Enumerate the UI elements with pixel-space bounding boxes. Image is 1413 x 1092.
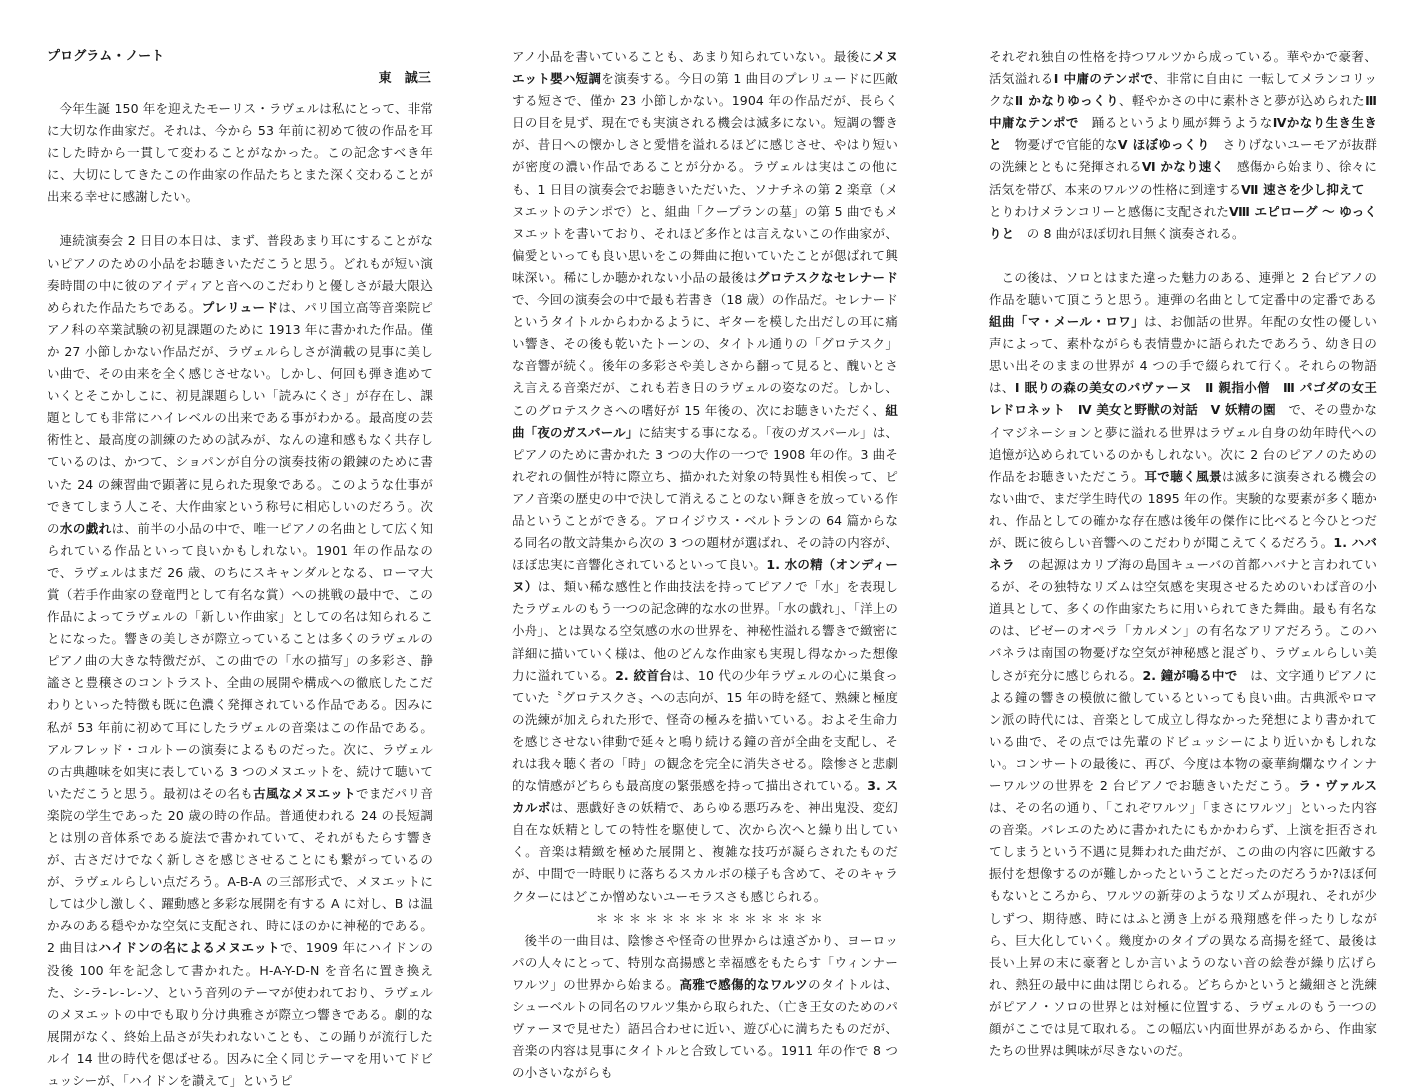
movement-7: Ⅶ 速さを少し抑えて [1241, 181, 1365, 197]
text-run: は、前半の小品の中で、唯一ピアノの名曲として広く知られている作品といって良いかもしれない。1901 年の作品なので、ラヴェルはまだ 26 歳、のちにスキャンダルとなる、ローマ大賞（若手作曲家の登竜門として有名な賞）への挑戦の最中で、この作品によってラヴェルの「新しい作曲家」としての名は知られることになった。響きの美しさが際立っていることは多くのラヴェルのピアノ曲の大きな特徴だが、この曲での「水の描写」の多彩さ、静謐さと豊穣さのコントラスト、全曲の展開や構成への徹底したこだわりといった特徴も既に色濃く発揮されている作品である。因みに私が 53 年前に初めて耳にしたラヴェルの音楽はこの作品である。アルフレッド・コルトーの演奏によるものだった。次に、ラヴェルの古典趣味を如実に表している 3 つのメヌエットを、続けて聴いていただこうと思う。最初はその名も [47, 520, 433, 801]
text-column-2 [512, 46, 898, 1084]
piece-title-serenade: グロテスクなセレナード [756, 269, 898, 285]
text-run: でまだパリ音楽院の学生であった 20 歳の時の作品。普通使われる 24 の長短調とは別の音体系である旋法で書かれていて、それがもたらす響きが、古さだけでなく新しさを感じさせることにも繋がっているのが、ラヴェルらしい点だろう。A-B-A の三部形式で、メヌエットにしては少し激しく、躍動感と多彩な展開を有する A に対し、B は温かみのある穏やかな空気に支配され、時にほのかに神秘的である。2 曲目は [47, 785, 433, 956]
paragraph-intro [47, 98, 433, 208]
text-run: で、1909 年にハイドンの没後 100 年を記念して書かれた。H-A-Y-D-N を音名に置き換えた、シ-ラ-レ-レ-ソ、という音列のテーマが使われており、ラヴェルのメヌエットの中でも取り分け典雅さが際立つ響きである。劇的な展開がなく、終始上品さが失われないことも、この踊りが流行したルイ 14 世の時代を偲ばせる。因みに全く同じテーマを用いてドビュッシーが、「ハイドンを讃えて」というピ [47, 940, 434, 1089]
text-run: は、パリ国立高等音楽院ピアノ科の卒業試験の初見課題のために 1913 年に書かれた作品。僅か 27 小節しかない作品だが、ラヴェルらしさが満載の見事に美しい曲で、その由来を全く感じさせない。しかし、何回も弾き進めていくとそこかしこに、初見課題らしい「読みにくさ」が存在し、課題としても非常にハイレベルの出来である事がわかる。最高度の芸術性と、最高度の訓練のための試みが、なんの違和感もなく共存しているのは、かつて、ショパンが自分の演奏技術の鍛錬のために書いた 24 の練習曲で顕著に見られた現象である。このような仕事ができてしまう人こそ、大作曲家という称号に相応しいのだろう。次の [47, 299, 433, 536]
paragraph-duo-pieces [989, 267, 1377, 1062]
ma-mere-movements: Ⅰ 眠りの森の美女のパヴァーヌ Ⅱ 親指小僧 Ⅲ パゴダの女王レドロネット Ⅳ 美女と野獣の対話 Ⅴ 妖精の園 [989, 380, 1378, 418]
paragraph-second-half [512, 930, 898, 1085]
text-run: に結実する事になる。「夜のガスパール」は、ピアノのために書かれた 3 つの大作の一つで 1908 年の作。3 曲それぞれの個性が特に際立ち、描かれた対象の特異性も相俟って、ピアノ音楽の歴史の中で決して消えることのない輝きを放っている作品ということができる。アロイジウス・ベルトランの 64 篇からなる同名の散文詩集から次の 3 つの題材が選ばれ、その詩の内容が、ほぼ忠実に音響化されているといって良い。 [512, 424, 898, 573]
piece-title-menuet-c-sharp: メヌエット嬰ハ短調 [512, 49, 898, 87]
text-run: は、お伽話の世界。年配の女性の優しい声によって、素朴ながらも表情豊かに語られたであろう、幼き日の思い出そのままの世界が 4 つの手で綴られて行く。それらの物語は、 [989, 314, 1377, 396]
text-run: は、その名の通り、「これぞワルツ」「まさにワルツ」といった内容の音楽。バレエのために書かれたにもかかわらず、上演を拒否されてしまうという不遇に見舞われた曲だが、この曲の内容に匹敵する振付を想像するのが難しかったということだったのだろうか?ほぼ何もないところから、ワルツの新芽のようなリズムが現れ、それが少しずつ、期待感、時にはふと湧き上がる飛翔感を伴ったりしながら、巨大化していく。幾度かのタイプの異なる高揚を経て、最後は長い上昇の末に豪奢としか言いようのない音の絵巻が繰り広げられ、熱狂の最中に曲は閉じられる。どちらかというと繊細さと洗練がピアノ・ソロの世界とは対極に位置する、ラヴェルのもう一つの顔がここでは見て取れる。この幅広い内面世界があるから、作曲家たちの世界は興味が尽きないのだ。 [989, 800, 1377, 1059]
text-run: さりげないユーモアが抜群の洗練とともに発揮される [989, 137, 1378, 175]
movement-2: Ⅱ かなりゆっくり [1014, 93, 1119, 109]
movement-1: Ⅰ 中庸のテンポで [1053, 71, 1154, 87]
piece-title-entre-cloches: 2. 鐘が鳴る中で [1142, 667, 1238, 683]
piece-title-sites-auriculaires: 耳で聴く風景 [1144, 468, 1223, 484]
text-run: 、軽やかさの中に素朴さと夢が込められた [1118, 93, 1366, 109]
paragraph-valses-movements [989, 46, 1377, 245]
piece-title-gaspard: 組曲「夜のガスパール」 [512, 402, 898, 440]
movement-6: Ⅵ かなり速く [1141, 159, 1225, 175]
page-title: プログラム・ノート [47, 49, 165, 64]
piece-title-ondine: 1. 水の精（オンディーヌ） [512, 557, 898, 595]
text-run: の起源はカリブ海の島国キューバの首都ハバナと言われているが、その独特なリズムは空気感を実現させるためのいわば音の小道具として、多くの作曲家たちに用いられてきた舞曲。最も有名なのは、ビゼーのオペラ「カルメン」の有名なアリアだろう。このハバネラは南国の物憂げな空気が神秘感と混ざり、ラヴェルらしい美しさが充分に感じられる。 [989, 557, 1377, 683]
movement-5: Ⅴ ほぼゆっくり [1117, 137, 1210, 153]
movement-4: Ⅳかなり生き生きと [989, 115, 1377, 153]
text-column-3 [989, 46, 1377, 1062]
piece-title-menuet-antique: 古風なメヌエット [253, 785, 356, 801]
paragraph-first-half-continued [512, 46, 898, 908]
text-run: は滅多に演奏される機会のない曲で、まだ学生時代の 1895 年の作。実験的な要素が多く聴かれ、作品としての確かな存在感は後年の傑作に比べると今ひとつだが、既に彼らしい音響へのこだわりが聞こえてくるだろう。 [989, 468, 1378, 550]
text-run: で、その豊かなイマジネーションと夢に溢れる世界はラヴェル自身の幼年時代への追憶が込められているのかもしれない。次に 2 台のピアノのための作品をお聴きいただこう。 [989, 402, 1377, 484]
text-run: は、文字通りピアノによる鐘の響きの模倣に徹しているといっても良い曲。古典派やロマン派の時代には、音楽として成立し得なかった発想により書かれている曲で、その点では先輩のドビュッシーにより近いかもしれない。コンサートの最後に、再び、今度は本物の豪華絢爛なウインナーワルツの世界を 2 台ピアノでお聴きいただこう。 [989, 667, 1378, 793]
piece-title-habanera: 1. ハバネラ [989, 534, 1377, 573]
text-run: は、悪戯好きの妖精で、あらゆる悪巧みを、神出鬼没、変幻自在な妖精としての特性を駆使して、次から次へと繰り出していく。音楽は精緻を極めた展開と、複雑な技巧が凝らされたものだが、中間で一時眠りに落ちるスカルボの様子も含めて、そのキャラクターにはどこか憎めないユーモラスさも感じられる。 [512, 800, 898, 904]
text-column-1 [47, 46, 433, 1092]
section-divider: ＊＊＊＊＊＊＊＊＊＊＊＊＊＊ [595, 910, 827, 926]
piece-title-valses-nobles: 高雅で感傷的なワルツ [679, 976, 809, 992]
movement-8: Ⅷ エピローグ ～ ゆっくりと [989, 203, 1378, 241]
text-run: の 8 曲がほぼ切れ目無く演奏される。 [1014, 225, 1245, 241]
paragraph-first-half [47, 230, 433, 1092]
piece-title-prelude: プレリュード [201, 299, 279, 315]
text-run: 踊るというより風が舞うような [1078, 115, 1273, 131]
text-run: とりわけメランコリーと感傷に支配された [989, 181, 1377, 219]
piece-title-ma-mere-l-oye: 組曲「マ・メール・ロワ」 [989, 314, 1145, 330]
text-run: 感傷から始まり、徐々に活気を帯び、本来のワルツの性格に到達する [989, 159, 1377, 197]
text-run: 物憂げで官能的な [1001, 137, 1118, 153]
piece-title-jeux-d-eau: 水の戯れ [59, 520, 112, 536]
text-run: それぞれ独自の性格を持つワルツから成っている。華やかで豪奢、活気溢れる [989, 49, 1377, 87]
text-run: 、非常に自由に 一転してメランコリックな [989, 71, 1377, 109]
text-run: は、10 代の少年ラヴェルの心に巣食っていた〝グロテスクさ〟への志向が、15 年の時を経て、熟練と極度の洗練が加えられた形で、怪奇の極みを描いている。およそ生命力を感じさせない律動で延々と鳴り続ける鐘の音が全曲を支配し、それは我々聴く者の「時」の観念を完全に消失させる。陰惨さと悲劇的な情感がどちらも最高度の緊張感を持って描出されている。 [512, 667, 898, 794]
piece-title-menuet-haydn: ハイドンの名によるメヌエット [98, 940, 281, 956]
text-run: アノ小品を書いていることも、あまり知られていない。最後に [512, 49, 873, 64]
piece-title-scarbo: 3. スカルボ [512, 778, 898, 816]
text-run: 後半の一曲目は、陰惨さや怪奇の世界からは遠ざかり、ヨーロッパの人々にとって、特別な高揚感と幸福感をもたらす「ウィンナーワルツ」の世界から始まる。 [512, 932, 898, 992]
text-run: のタイトルは、シューベルトの同名のワルツ集から取られた、（亡き王女のためのパヴァーヌで見せた）語呂合わせに近い、遊び心に満ちたものだが、音楽の内容は見事にタイトルと合致している。1911 年の作で 8 つの小さいながらも [512, 976, 898, 1081]
movement-3: Ⅲ 中庸なテンポで [989, 93, 1378, 131]
text-run: 連続演奏会 2 日目の本日は、まず、普段あまり耳にすることがないピアノのための小品をお聴きいただこうと思う。どれもが短い演奏時間の中に彼のアイディアと音へのこだわりと優しさが最大限込められた作品たちである。 [47, 233, 433, 315]
text-run: を演奏する。今日の第 1 曲目のプレリュードに匹敵する短さで、僅か 23 小節しかない。1904 年の作品だが、長らく日の目を見ず、現在でも実演される機会は滅多にない。短調の響きが、昔日への懐かしさと愛惜を溢れるほどに感じさせ、やはり短いが密度の濃い作品であることが分かる。ラヴェルは実はこの他にも、1 日目の演奏会でお聴きいただいた、ソナチネの第 2 楽章（メヌエットのテンポで）と、組曲「クープランの墓」の第 5 曲でもメヌエットを書いており、それほど多作とは言えないこの作曲家が、偏愛といっても良い思いをこの舞曲に抱いていたことが偲ばれて興味深い。稀にしか聴かれない小品の最後は [512, 71, 899, 285]
author-name: 東 誠三 [378, 71, 431, 86]
text-run: は、類い稀な感性と作曲技法を持ってピアノで「水」を表現したラヴェルのもう一つの記念碑的な水の世界。「水の戯れ」、「洋上の小舟」、とは異なる空気感の水の世界を、神秘性溢れる響きで緻密に詳細に描いていく様は、他のどんな作曲家も実現し得なかった想像力に溢れている。 [512, 579, 898, 683]
piece-title-la-valse: ラ・ヴァルス [1298, 778, 1377, 793]
text-run: この後は、ソロとはまた違った魅力のある、連弾と 2 台ピアノの作品を聴いて頂こうと思う。連弾の名曲として定番中の定番である [989, 269, 1377, 307]
piece-title-le-gibet: 2. 絞首台 [615, 667, 673, 683]
text-run: 今年生誕 150 年を迎えたモーリス・ラヴェルは私にとって、非常に大切な作曲家だ。それは、今から 53 年前に初めて彼の作品を耳にした時から一貫して変わることがなかった。この記念すべき年に、大切にしてきたこの作曲家の作品たちとまた深く交わることが出来る幸せに感謝したい。 [47, 101, 433, 205]
text-run: で、今回の演奏会の中で最も若書き（18 歳）の作品だ。セレナードというタイトルからわかるように、ギターを模した出だしの耳に痛い響き、その後も乾いたトーンの、タイトル通りの「グロテスク」な音響が続く。後年の多彩さや美しさから翻って見ると、醜いとさえ言える音楽だが、これも若き日のラヴェルの姿なのだ。しかし、このグロテスクさへの嗜好が 15 年後の、次にお聴きいただく、 [512, 292, 898, 418]
